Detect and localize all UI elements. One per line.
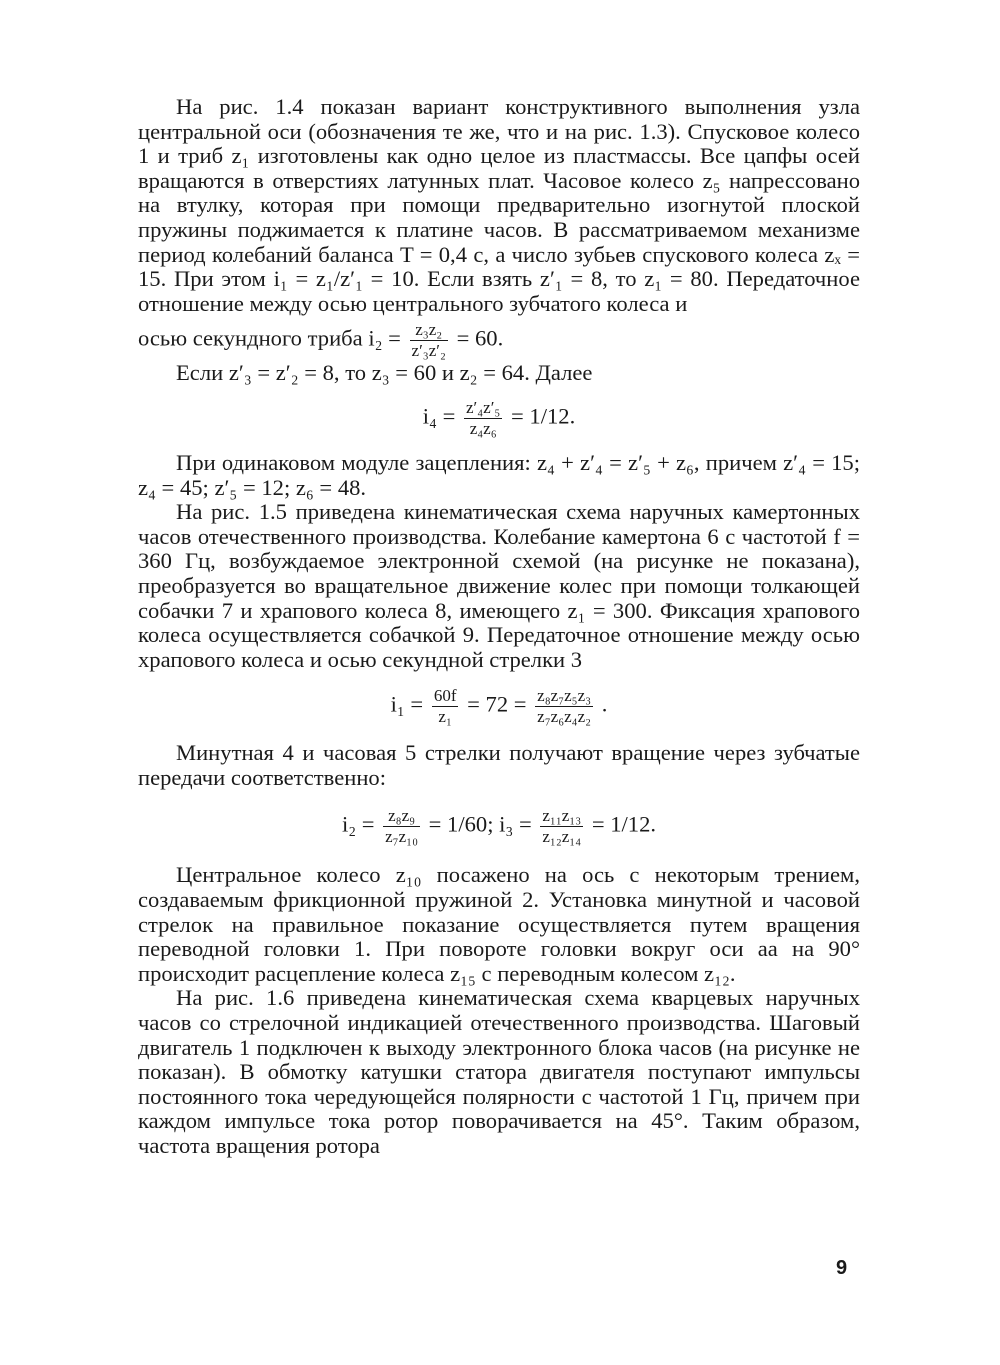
page-number: 9 (836, 1257, 848, 1279)
equation-i3-numerator: z₁₁z₁₃ (542, 806, 582, 826)
paragraph-4: На рис. 1.5 приведена кинематическая схема наручных камертонных часов отечественного производства. Колебание камертона 6 с частотой f = 360 Гц, возбуждаемое электронной схемой (на рисунке не показана), преобразуется во вращательное движение колес при помощи толкающей собачки 7 и храпового колеса 8, имеющего z₁ = 300. Фиксация храпового колеса осуществляется собачкой 9. Передаточное отношение между осью храпового колеса и осью секундной стрелки 3 (138, 499, 860, 672)
paragraph-5: Минутная 4 и часовая 5 стрелки получают вращение через зубчатые передачи соответственно: (138, 740, 860, 790)
fraction-i2-numerator: z₃z₂ (410, 320, 448, 341)
page-body (138, 95, 860, 1159)
equation-i4-fraction (464, 398, 502, 439)
paragraph-2: Если z′₃ = z′₂ = 8, то z₃ = 60 и z₂ = 64. Далее (176, 360, 593, 386)
fraction-i2-denominator: z′₃z′₂ (411, 341, 446, 361)
fraction-i2-rhs: = 60. (456, 326, 504, 352)
equation-i2-i3 (138, 806, 860, 847)
equation-i2-numerator: z₈z₉ (383, 806, 420, 827)
equation-i4 (138, 398, 860, 439)
equation-i1-numerator-2: z₈z₇z₅z₃ (537, 686, 592, 706)
paragraph-1: На рис. 1.4 показан вариант конструктивного выполнения узла центральной оси (обозначения те же, что и на рис. 1.3). Спусковое колесо 1 и триб z₁ изготовлены как одно целое из пластмассы. Все цапфы осей вращаются в отверстиях латунных плат. Часовое колесо z₅ напрессовано на втулку, которая при помощи предварительно изогнутой плоской пружины поджимается к платине часов. В рассматриваемом механизме период колебаний баланса T = 0,4 с, а число зубьев спускового колеса zₓ = 15. При этом i₁ = z₁/z′₁ = 10. Если взять z′₁ = 8, то z₁ = 80. Передаточное отношение между осью центрального зубчатого колеса и (138, 94, 860, 316)
paragraph-1-end: осью секундного триба i₂ = (138, 326, 401, 352)
equation-i2-lhs: i₂ = (341, 812, 375, 838)
paragraph-3: При одинаковом модуле зацепления: z₄ + z′₄ = z′₅ + z₆, причем z′₄ = 15; z₄ = 45; z′₅ = 12; z₆ = 48. (138, 449, 860, 500)
paragraph-6: Центральное колесо z₁₀ посажено на ось с некоторым трением, создаваемым фрикционной пружиной 2. Установка минутной и часовой стрелок на правильное показание осуществляется путем вращения переводной головки 1. При повороте головки вокруг оси aa на 90° происходит расцепление колеса z₁₅ с переводным колесом z₁₂. (138, 862, 860, 986)
equation-i3-denominator: z₁₂z₁₄ (542, 827, 582, 847)
equation-i4-denominator: z₄z₆ (469, 418, 497, 438)
equation-i2-i3-middle: = 1/60; i₃ = (428, 812, 532, 838)
equation-i3-end: = 1/12. (591, 812, 657, 838)
equation-i1 (138, 686, 860, 727)
equation-i1-middle: = 72 = (467, 691, 527, 717)
equation-i1-end: . (601, 691, 608, 717)
equation-i4-numerator: z′₄z′₅ (465, 397, 501, 417)
fraction-i2 (410, 320, 448, 361)
equation-i1-denominator-1: z₁ (438, 707, 452, 727)
equation-i2-fraction (383, 806, 420, 847)
equation-i1-fraction-2 (535, 686, 593, 727)
equation-i4-lhs: i₄ = (422, 403, 456, 429)
equation-i1-numerator-1: 60f (433, 686, 457, 706)
equation-i1-denominator-2: z₇z₆z₄z₂ (537, 707, 592, 727)
equation-i2-denominator: z₇z₁₀ (385, 827, 419, 847)
equation-i4-rhs: = 1/12. (511, 403, 576, 429)
equation-i1-lhs: i₁ = (390, 691, 424, 717)
equation-i1-fraction-1 (432, 686, 459, 727)
paragraph-7: На рис. 1.6 приведена кинематическая схема кварцевых наручных часов со стрелочной индикацией отечественного производства. Шаговый двигатель 1 подключен к выходу электронного блока часов (на рисунке не показан). В обмотку катушки статора двигателя поступают импульсы постоянного тока чередующейся полярности с частотой 1 Гц, причем при каждом импульсе тока ротор поворачивается на 45°. Таким образом, частота вращения ротора (138, 985, 860, 1158)
equation-i3-fraction (540, 806, 583, 847)
paragraph-1-formula-line (138, 320, 860, 361)
